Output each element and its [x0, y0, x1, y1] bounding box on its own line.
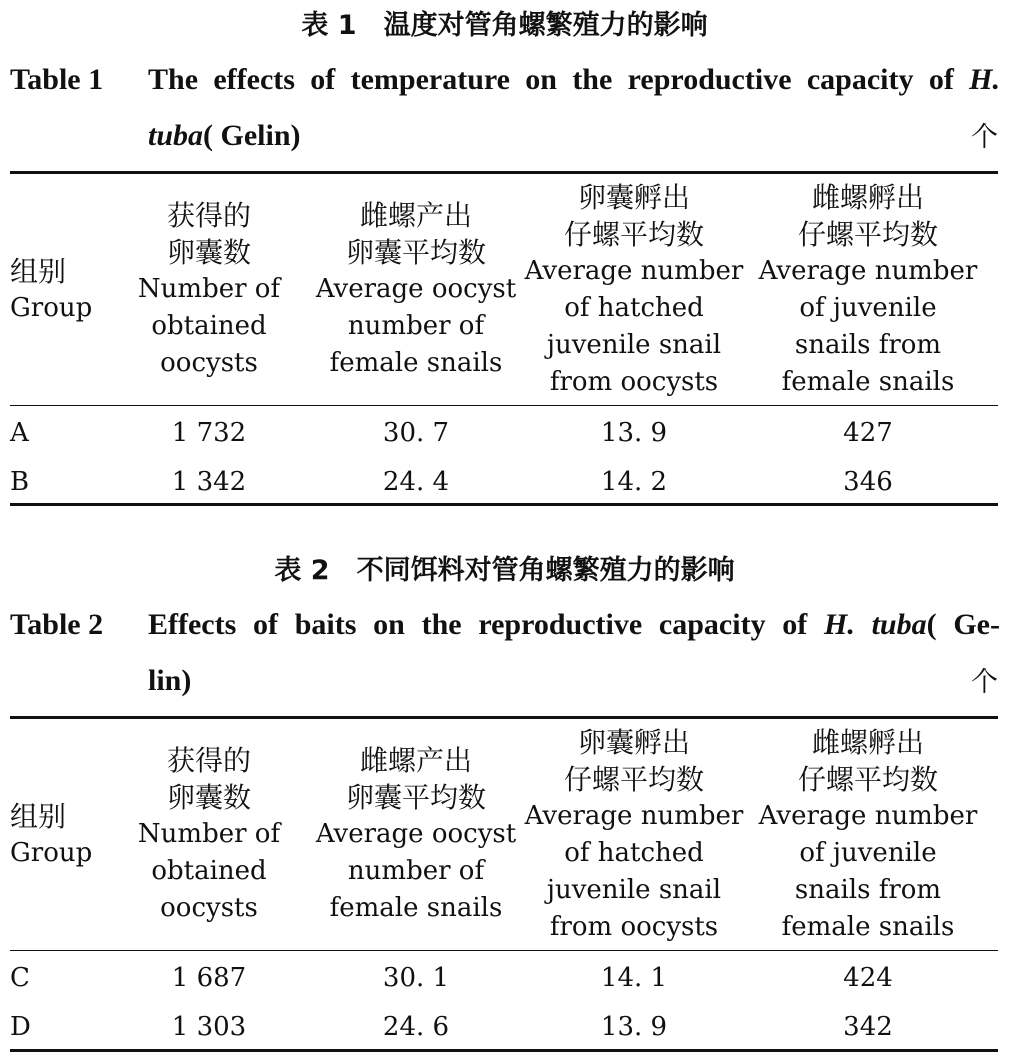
table-row-cell: 427 [843, 417, 893, 448]
header-en: Average oocyst number of female snails [315, 819, 517, 923]
table-2-title-line-2: lin) [148, 664, 192, 697]
title-text: ( Gelin) [203, 119, 301, 152]
header-cn: 雌螺产出 卵囊平均数 [345, 199, 486, 269]
table-row-cell: 1 303 [171, 1011, 247, 1042]
header-en: Average oocyst number of female snails [315, 274, 517, 378]
header-cn: 组别 [10, 254, 67, 288]
title-text: The effects of temperature on the reproductive capacity of [148, 63, 970, 96]
table-row-cell: 424 [843, 962, 893, 993]
header-hatched-juvenile [522, 174, 746, 405]
table-2-title-line-1 [148, 597, 1000, 653]
table-row-cell: 24. 6 [382, 1011, 450, 1042]
table-row-cell: D [10, 1011, 31, 1042]
table-1-label: Table 1 [10, 63, 104, 96]
table-row-cell: 30. 7 [382, 417, 450, 448]
table-row-cell: 14. 2 [600, 466, 668, 497]
header-en: Group [10, 837, 93, 868]
header-en: Average number of juvenile snails from female snails [758, 255, 978, 397]
table-1-title-line-2 [148, 108, 301, 164]
table-2-bottom-rule [10, 1049, 998, 1052]
header-cn: 获得的 卵囊数 [166, 744, 251, 814]
header-en: Average number of juvenile snails from female snails [758, 800, 978, 942]
table-1-title-cn: 表 1 温度对管角螺繁殖力的影响 [301, 10, 708, 41]
table-row-cell: C [10, 962, 30, 993]
table-1-title-line-1 [148, 52, 1000, 108]
table-row-cell: 342 [843, 1011, 893, 1042]
table-row-cell: 24. 4 [382, 466, 450, 497]
header-cn: 获得的 卵囊数 [166, 199, 251, 269]
header-cn: 组别 [10, 799, 67, 833]
table-2-label: Table 2 [10, 608, 104, 641]
table-row-cell: 1 342 [171, 466, 247, 497]
species-name: H. tuba [824, 608, 927, 641]
table-row-cell: 346 [843, 466, 893, 497]
header-en: Average number of hatched juvenile snail from oocysts [524, 255, 744, 397]
header-group [10, 174, 120, 405]
table-row-cell: 13. 9 [600, 1011, 668, 1042]
title-text: Effects of baits on the reproductive capacity of [148, 608, 825, 641]
header-avg-oocyst [310, 719, 522, 950]
header-cn: 卵囊孵出 仔螺平均数 [563, 180, 704, 251]
header-cn: 雌螺孵出 仔螺平均数 [797, 725, 938, 796]
species-name: tuba [148, 119, 204, 152]
species-name: H. [969, 63, 1000, 96]
table-row-cell: 14. 1 [600, 962, 668, 993]
header-en: Number of obtained oocysts [137, 274, 281, 378]
table-2-title-cn: 表 2 不同饵料对管角螺繁殖力的影响 [274, 555, 735, 586]
title-text: ( Ge- [926, 608, 1000, 641]
table-1-unit: 个 [971, 122, 998, 153]
table-2-header-rule [10, 950, 998, 951]
header-group [10, 719, 120, 950]
table-row-cell: 13. 9 [600, 417, 668, 448]
header-juvenile-per-female [758, 719, 978, 950]
header-obtained-oocysts [120, 174, 298, 405]
table-1-header-rule [10, 405, 998, 406]
table-2-unit: 个 [971, 667, 998, 698]
header-obtained-oocysts [120, 719, 298, 950]
header-cn: 雌螺产出 卵囊平均数 [345, 744, 486, 814]
table-row-cell: 1 732 [171, 417, 247, 448]
table-1-bottom-rule [10, 503, 998, 506]
header-hatched-juvenile [522, 719, 746, 950]
header-juvenile-per-female [758, 174, 978, 405]
header-en: Number of obtained oocysts [137, 819, 281, 923]
table-row-cell: A [10, 417, 29, 448]
header-en: Average number of hatched juvenile snail from oocysts [524, 800, 744, 942]
header-avg-oocyst [310, 174, 522, 405]
header-cn: 卵囊孵出 仔螺平均数 [563, 725, 704, 796]
table-row-cell: 1 687 [171, 962, 247, 993]
header-en: Group [10, 292, 93, 323]
table-row-cell: 30. 1 [382, 962, 450, 993]
table-row-cell: B [10, 466, 30, 497]
header-cn: 雌螺孵出 仔螺平均数 [797, 180, 938, 251]
